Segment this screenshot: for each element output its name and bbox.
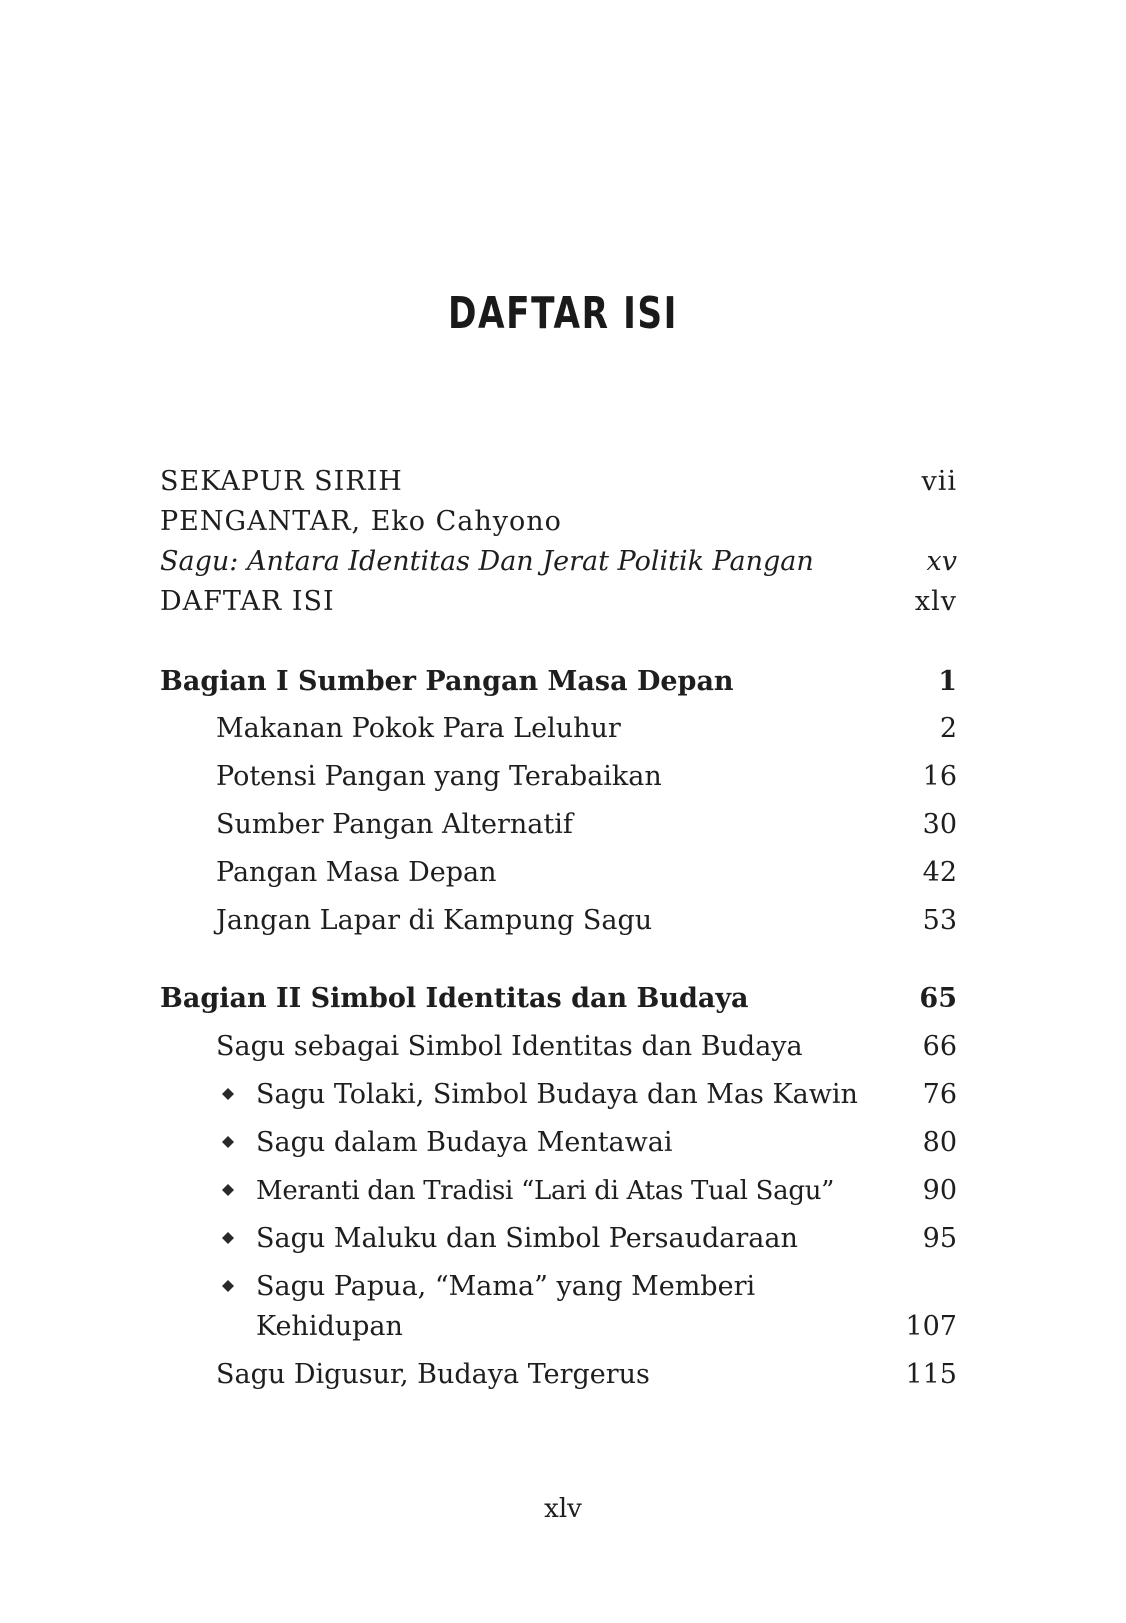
toc-subentry-page: 95 — [922, 1223, 957, 1254]
diamond-bullet-icon — [222, 1184, 234, 1196]
toc-entry-label: SEKAPUR SIRIH — [160, 466, 403, 497]
toc-entry[interactable] — [160, 853, 957, 893]
toc-part-page: 65 — [919, 983, 957, 1014]
toc-part-heading-2[interactable] — [160, 979, 957, 1019]
toc-subentry[interactable] — [160, 1267, 957, 1307]
toc-subentry-label: Kehidupan — [256, 1311, 403, 1342]
toc-entry-page: 30 — [922, 809, 957, 840]
toc-entry-page: xlv — [914, 586, 957, 617]
toc-entry-pengantar-subtitle[interactable] — [160, 542, 957, 582]
toc-subentry-label: Meranti dan Tradisi “Lari di Atas Tual Sagu” — [256, 1176, 835, 1206]
toc-entry-label: Sagu sebagai Simbol Identitas dan Budaya — [216, 1031, 803, 1062]
toc-subentry-page: 90 — [922, 1175, 957, 1206]
toc-entry-label: Sagu: Antara Identitas Dan Jerat Politik Pangan — [160, 546, 814, 577]
toc-entry-sekapur-sirih[interactable] — [160, 462, 957, 502]
toc-entry-page: 2 — [939, 713, 957, 744]
page-number: xlv — [544, 1494, 582, 1524]
toc-entry[interactable] — [160, 1027, 957, 1067]
toc-subentry-label: Sagu dalam Budaya Mentawai — [256, 1127, 673, 1158]
toc-entry-label: Sagu Digusur, Budaya Tergerus — [216, 1359, 650, 1390]
toc-entry-label: Jangan Lapar di Kampung Sagu — [216, 905, 653, 936]
toc-part-label: Bagian II Simbol Identitas dan Budaya — [160, 983, 749, 1014]
toc-entry-page: 42 — [922, 857, 957, 888]
toc-entry-label: Potensi Pangan yang Terabaikan — [216, 761, 662, 792]
toc-entry-label: Sumber Pangan Alternatif — [216, 809, 573, 840]
toc-subentry[interactable] — [160, 1171, 957, 1211]
toc-subentry[interactable] — [160, 1123, 957, 1163]
toc-entry-daftar-isi[interactable] — [160, 582, 957, 622]
toc-entry[interactable] — [160, 709, 957, 749]
toc-subentry-page: 80 — [922, 1127, 957, 1158]
toc-entry-page: 16 — [922, 761, 957, 792]
toc-entry[interactable] — [160, 1355, 957, 1395]
diamond-bullet-icon — [222, 1232, 234, 1244]
diamond-bullet-icon — [222, 1136, 234, 1148]
toc-subentry-continuation[interactable] — [160, 1307, 957, 1347]
toc-entry-pengantar[interactable] — [160, 502, 957, 542]
toc-entry-page: 53 — [922, 905, 957, 936]
toc-subentry-label: Sagu Maluku dan Simbol Persaudaraan — [256, 1223, 798, 1254]
toc-part-label: Bagian I Sumber Pangan Masa Depan — [160, 666, 734, 697]
toc-entry-label: Makanan Pokok Para Leluhur — [216, 713, 621, 744]
toc-subentry-label: Sagu Tolaki, Simbol Budaya dan Mas Kawin — [256, 1079, 858, 1110]
toc-entry-page: 66 — [922, 1031, 957, 1062]
toc-entry[interactable] — [160, 805, 957, 845]
toc-entry[interactable] — [160, 901, 957, 941]
toc-subentry-label: Sagu Papua, “Mama” yang Memberi — [256, 1271, 756, 1302]
toc-subentry-page: 107 — [905, 1311, 957, 1342]
toc-entry-label: DAFTAR ISI — [160, 586, 335, 617]
toc-part-page: 1 — [938, 666, 957, 697]
toc-part-heading-1[interactable] — [160, 662, 957, 702]
diamond-bullet-icon — [222, 1088, 234, 1100]
toc-entry-page: vii — [921, 466, 957, 497]
page-title: DAFTAR ISI — [447, 288, 679, 339]
toc-subentry[interactable] — [160, 1075, 957, 1115]
diamond-bullet-icon — [222, 1280, 234, 1292]
toc-entry-label: Pangan Masa Depan — [216, 857, 497, 888]
toc-entry-page: xv — [926, 546, 957, 577]
toc-subentry-page: 76 — [922, 1079, 957, 1110]
toc-subentry[interactable] — [160, 1219, 957, 1259]
toc-entry-page: 115 — [905, 1359, 957, 1390]
toc-entry[interactable] — [160, 757, 957, 797]
toc-entry-label: PENGANTAR, Eko Cahyono — [160, 506, 562, 537]
